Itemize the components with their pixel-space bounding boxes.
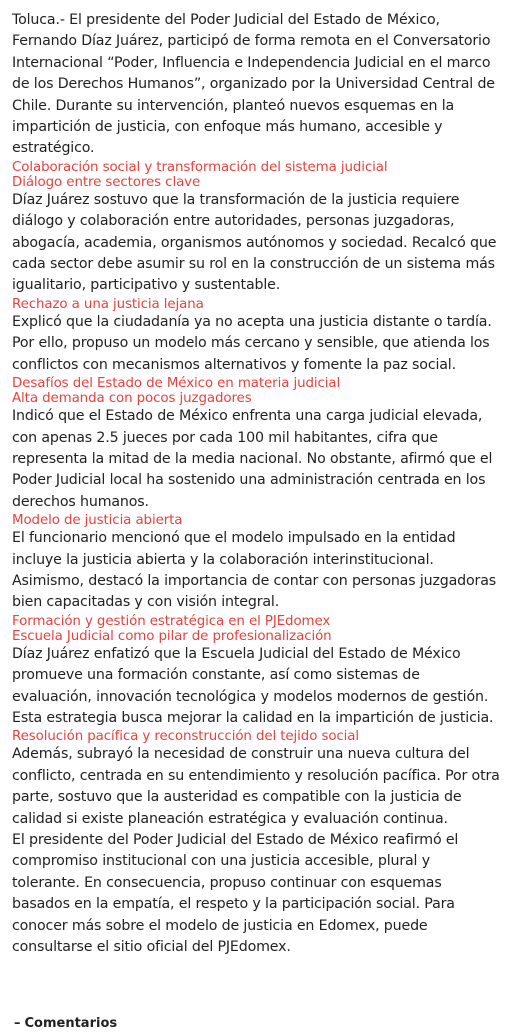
section-heading: Colaboración social y transformación del sistema judicial: [12, 159, 388, 175]
article-paragraph: Además, subrayó la necesidad de construir una nueva cultura del conflicto, centrada en su entendimiento y resolución pacífica. Por otra parte, sostuvo que la austeridad es compatible con la justicia de calidad si existe planeación estratégica y evaluación continua.: [12, 746, 500, 827]
comments-label: Comentarios: [24, 1016, 118, 1031]
article-paragraph: Indicó que el Estado de México enfrenta una carga judicial elevada, con apenas 2.5 jueces por cada 100 mil habitantes, cifra que representa la mitad de la media nacional. No obstante, afirmó que el Poder Judicial local ha sostenido una administración centrada en los derechos humanos.: [12, 408, 493, 510]
article-body: [12, 10, 502, 958]
subsection-heading: Alta demanda con pocos juzgadores: [12, 391, 252, 407]
article-paragraph: Toluca.- El presidente del Poder Judicial del Estado de México, Fernando Díaz Juárez, participó de forma remota en el Conversatorio Internacional “Poder, Influencia e Independencia Judicial en el marco de los Derechos Humanos”, organizado por la Universidad Central de Chile. Durante su intervención, planteó nuevos esquemas en la impartición de justicia, con enfoque más humano, accesible y estratégico.: [12, 12, 495, 157]
section-heading: Desafíos del Estado de México en materia judicial: [12, 376, 341, 392]
article-paragraph: El funcionario mencionó que el modelo impulsado en la entidad incluye la justicia abierta y la colaboración interinstitucional. Asimismo, destacó la importancia de contar con personas juzgadoras bien capacitadas y con visión integral.: [12, 530, 497, 611]
subsection-heading: Escuela Judicial como pilar de profesionalización: [12, 628, 332, 644]
comments-section-header[interactable]: [14, 1016, 117, 1032]
subsection-heading: Modelo de justicia abierta: [12, 513, 183, 529]
subsection-heading: Resolución pacífica y reconstrucción del tejido social: [12, 729, 360, 745]
article-paragraph: Díaz Juárez sostuvo que la transformación de la justicia requiere diálogo y colaboración entre autoridades, personas juzgadoras, abogacía, academia, organismos autónomos y sociedad. Recalcó que cada sector debe asumir su rol en la construcción de un sistema más igualitario, participativo y sustentable.: [12, 191, 497, 294]
comments-bullet-icon: –: [14, 1016, 21, 1031]
subsection-heading: Diálogo entre sectores clave: [12, 174, 201, 190]
section-heading: Formación y gestión estratégica en el PJEdomex: [12, 613, 331, 629]
article-paragraph: Explicó que la ciudadanía ya no acepta una justicia distante o tardía. Por ello, propuso un modelo más cercano y sensible, que atienda los conflictos con mecanismos alternativos y fomente la paz social.: [12, 313, 492, 373]
article-paragraph: El presidente del Poder Judicial del Estado de México reafirmó el compromiso institucional con una justicia accesible, plural y tolerante. En consecuencia, propuso continuar con esquemas basados en la empatía, el respeto y la participación social. Para conocer más sobre el modelo de justicia en Edomex, puede consultarse el sitio oficial del PJEdomex.: [12, 832, 459, 956]
article-paragraph: Díaz Juárez enfatizó que la Escuela Judicial del Estado de México promueve una formación constante, así como sistemas de evaluación, innovación tecnológica y modelos modernos de gestión. Esta estrategia busca mejorar la calidad en la impartición de justicia.: [12, 645, 494, 726]
subsection-heading: Rechazo a una justicia lejana: [12, 296, 204, 312]
